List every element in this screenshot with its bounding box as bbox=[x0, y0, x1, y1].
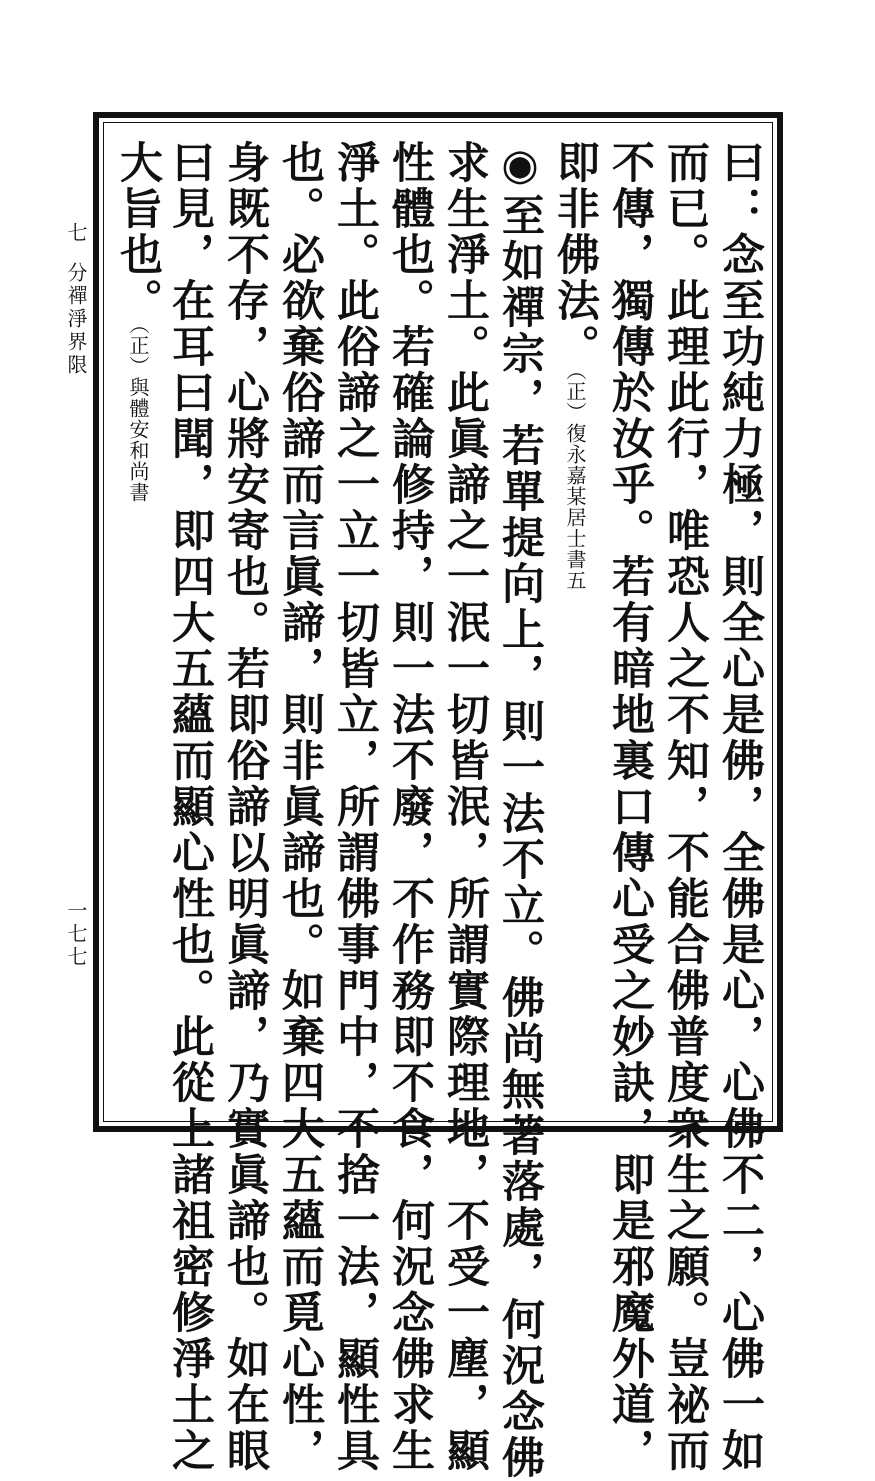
text-column-10 bbox=[217, 140, 273, 1474]
text-column-7 bbox=[382, 140, 438, 1474]
text-column-6 bbox=[437, 140, 493, 1474]
text-column-4 bbox=[547, 140, 603, 591]
column-text: 即非佛法。 bbox=[550, 140, 600, 370]
column-text: 曰見，在耳曰聞，即四大五蘊而顯心性也。此從上諸祖密修淨土之 bbox=[165, 140, 215, 1474]
page-number: 一七七 bbox=[64, 900, 88, 969]
text-column-8 bbox=[327, 140, 383, 1474]
column-text: 身既不存，心將安寄也。若即俗諦以明眞諦，乃實眞諦也。如在眼 bbox=[220, 140, 270, 1474]
source-note: （正）與體安和尚書 bbox=[126, 324, 150, 503]
column-text: 求生淨土。此眞諦之一泯一切皆泯，所謂實際理地，不受一塵，顯 bbox=[440, 140, 490, 1474]
source-note: （正）復永嘉某居士書五 bbox=[563, 370, 587, 591]
column-text: 不傳，獨傳於汝乎。若有暗地裏口傳心受之妙訣，即是邪魔外道， bbox=[605, 140, 655, 1474]
column-text: 大旨也。 bbox=[113, 140, 163, 324]
text-column-3 bbox=[602, 140, 658, 1474]
text-column-11 bbox=[162, 140, 218, 1474]
text-column-9 bbox=[272, 140, 328, 1474]
column-text: 而已。此理此行，唯恐人之不知，不能合佛普度衆生之願。豈祕而 bbox=[660, 140, 710, 1474]
chapter-title: 分禪淨界限 bbox=[64, 262, 88, 377]
text-column-5 bbox=[492, 140, 548, 1481]
column-text: 性體也。若確論修持，則一法不廢，不作務即不食，何況念佛求生 bbox=[385, 140, 435, 1474]
text-column-12 bbox=[110, 140, 166, 503]
text-column-2 bbox=[657, 140, 713, 1474]
text-column-1 bbox=[712, 140, 768, 1474]
column-text: 曰：念至功純力極，則全心是佛，全佛是心，心佛不二，心佛一如 bbox=[715, 140, 765, 1474]
column-text: ◉至如禪宗，若單提向上，則一法不立。佛尚無著落處，何況念佛 bbox=[495, 140, 545, 1481]
column-text: 淨土。此俗諦之一立一切皆立，所謂佛事門中，不捨一法，顯性具 bbox=[330, 140, 380, 1474]
column-text: 也。必欲棄俗諦而言眞諦，則非眞諦也。如棄四大五蘊而覓心性， bbox=[275, 140, 325, 1474]
chapter-number: 七 bbox=[64, 222, 88, 245]
